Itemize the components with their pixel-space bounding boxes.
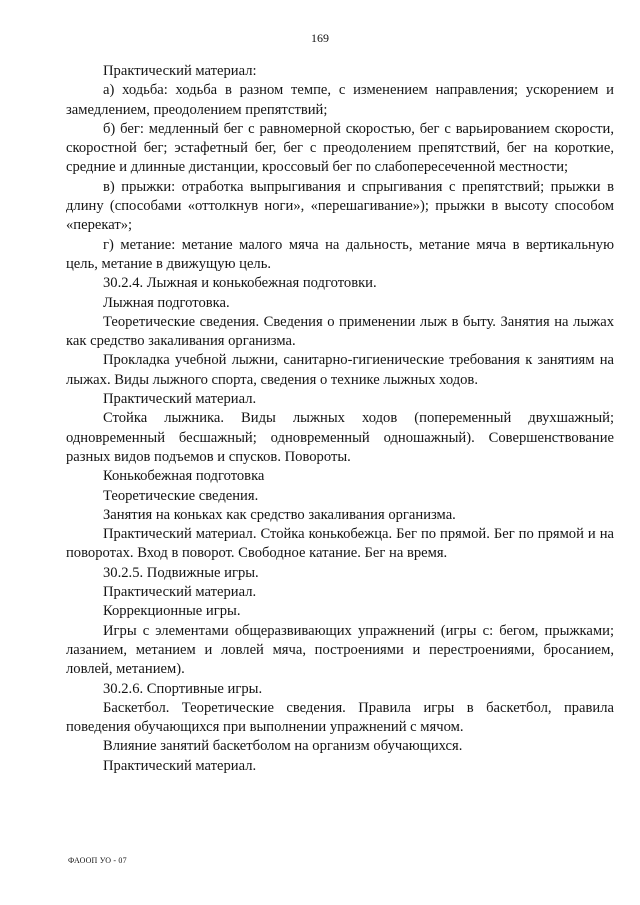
paragraph: г) метание: метание малого мяча на дальность, метание мяча в вертикальную цель, метание в движущую цель. bbox=[66, 236, 614, 272]
section-heading: 30.2.4. Лыжная и конькобежная подготовки. bbox=[103, 275, 377, 292]
paragraph: Теоретические сведения. Сведения о применении лыж в быту. Занятия на лыжах как средство закаливания организма. bbox=[66, 313, 614, 350]
paragraph: Практический материал: bbox=[103, 63, 257, 79]
paragraph: Практический материал. bbox=[103, 757, 257, 774]
paragraph: б) бег: медленный бег с равномерной скоростью, бег с варьированием скорости, скоростной бег; эстафетный бег, бег с преодолением препятствий, бег на короткие, средние и длинные дистанции, кроссовый бег по слабопересеченной местности; bbox=[66, 120, 614, 176]
page-number: 169 bbox=[311, 31, 329, 45]
paragraph: Прокладка учебной лыжни, санитарно-гигиенические требования к занятиям на лыжах. Виды лыжного спорта, сведения о технике лыжных ходов. bbox=[66, 352, 614, 388]
section-heading: 30.2.6. Спортивные игры. bbox=[103, 680, 263, 697]
body-text bbox=[66, 62, 614, 776]
paragraph: Занятия на коньках как средство закаливания организма. bbox=[103, 506, 456, 523]
paragraph: Теоретические сведения. bbox=[103, 487, 259, 504]
paragraph: Баскетбол. Теоретические сведения. Правила игры в баскетбол, правила поведения обучающихся при выполнении упражнений с мячом. bbox=[66, 699, 614, 736]
section-heading: 30.2.5. Подвижные игры. bbox=[103, 564, 259, 581]
paragraph: а) ходьба: ходьба в разном темпе, с изменением направления; ускорением и замедлением, преодолением препятствий; bbox=[66, 82, 614, 118]
paragraph: Коррекционные игры. bbox=[103, 603, 241, 620]
paragraph: Практический материал. bbox=[103, 584, 257, 601]
paragraph: Конькобежная подготовка bbox=[103, 468, 265, 485]
paragraph: в) прыжки: отработка выпрыгивания и спрыгивания с препятствий; прыжки в длину (способами «оттолкнув ноги», «перешагивание»); прыжки в высоту способом «перекат»; bbox=[66, 178, 614, 234]
paragraph: Игры с элементами общеразвивающих упражнений (игры с: бегом, прыжками; лазанием, метанием и ловлей мяча, построениями и перестроениями, бросанием, ловлей, метанием). bbox=[66, 622, 614, 678]
paragraph: Влияние занятий баскетболом на организм обучающихся. bbox=[103, 738, 463, 755]
footer-label: ФАООП УО - 07 bbox=[68, 856, 127, 865]
paragraph: Практический материал. Стойка конькобежца. Бег по прямой. Бег по прямой и на поворотах. Вход в поворот. Свободное катание. Бег на время. bbox=[66, 526, 614, 562]
paragraph: Практический материал. bbox=[103, 391, 257, 408]
paragraph: Стойка лыжника. Виды лыжных ходов (попеременный двухшажный; одновременный бесшажный; одновременный одношажный). Совершенствование разных видов подъемов и спусков. Повороты. bbox=[66, 410, 614, 465]
paragraph: Лыжная подготовка. bbox=[103, 294, 230, 311]
